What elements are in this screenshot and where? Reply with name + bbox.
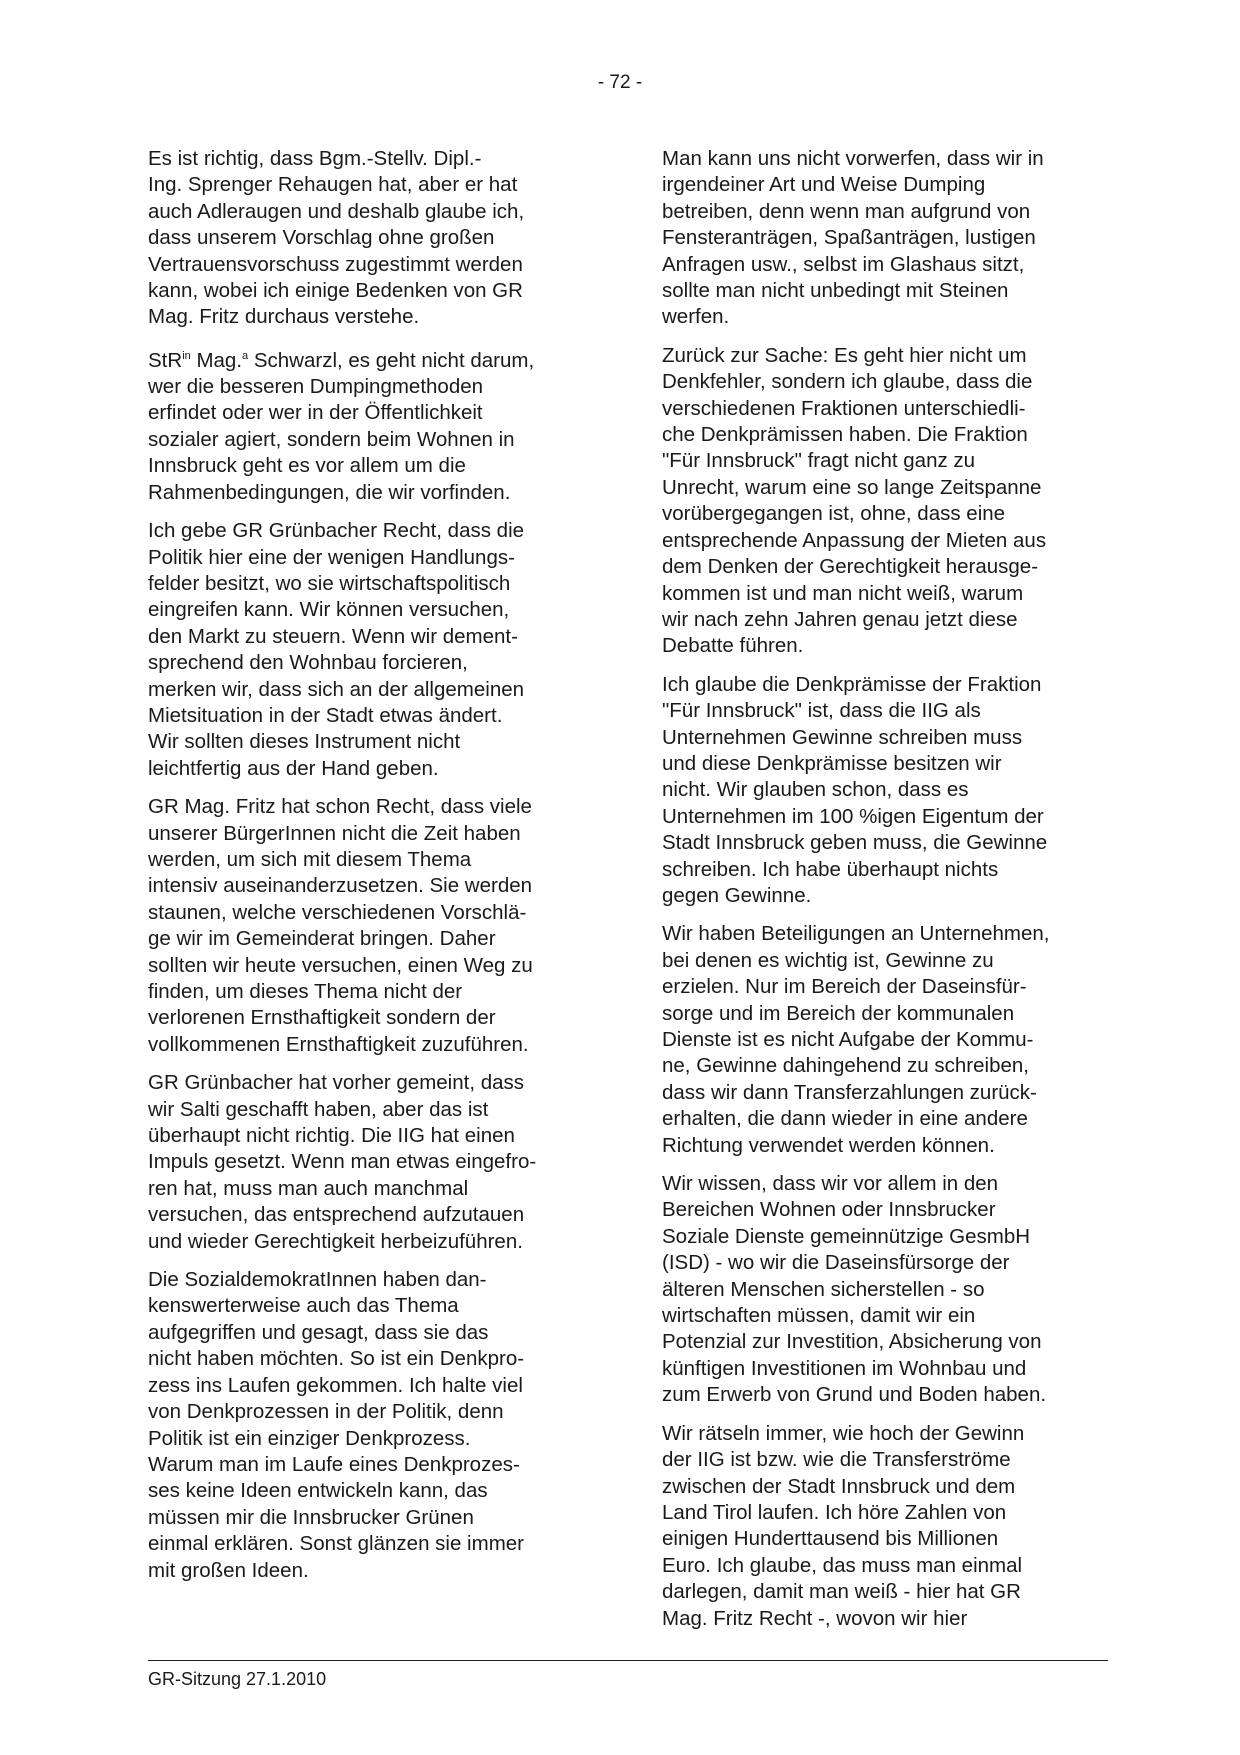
title-mag: Mag. — [190, 348, 243, 372]
paragraph — [148, 343, 588, 506]
paragraph: Wir wissen, dass wir vor allem in den Bereichen Wohnen oder Innsbrucker Soziale Dienste gemeinnützige GesmbH (ISD) - wo wir die Daseinsfürsorge der älteren Menschen sicherstellen - so wirtschaften müssen, damit wir ein Potenzial zur Investition, Absicherung von künftigen Investitionen im Wohnbau und zum Erwerb von Grund und Boden haben. — [662, 1172, 1047, 1407]
superscript: a — [242, 349, 249, 362]
footer-text: GR-Sitzung 27.1.2010 — [148, 1669, 327, 1689]
paragraph-text: Schwarzl, es geht nicht darum, wer die besseren Dumpingmethoden erfindet oder wer in der Öffentlichkeit sozialer agiert, sondern beim Wohnen in Innsbruck geht es vor allem um die Rahmenbedingungen, die wir vorfinden. — [148, 348, 535, 504]
paragraph: Wir haben Beteiligungen an Unternehmen, bei denen es wichtig ist, Gewinne zu erzielen. Nur im Bereich der Daseinsfür- sorge und im Bereich der kommunalen Dienste ist es nicht Aufgabe der Kommu- ne, Gewinne dahingehend zu schreiben, dass wir dann Transferzahlungen zurück- erhalten, die dann wieder in eine andere Richtung verwendet werden können. — [662, 922, 1050, 1157]
title-prefix: StR — [148, 348, 183, 372]
paragraph: Wir rätseln immer, wie hoch der Gewinn der IIG ist bzw. wie die Transferströme zwischen der Stadt Innsbruck und dem Land Tirol laufen. Ich höre Zahlen von einigen Hunderttausend bis Millionen Euro. Ich glaube, das muss man einmal darlegen, damit man weiß - hier hat GR Mag. Fritz Recht -, wovon wir hier — [662, 1421, 1025, 1630]
paragraph: Es ist richtig, dass Bgm.-Stellv. Dipl.- Ing. Sprenger Rehaugen hat, aber er hat auch Adleraugen und deshalb glaube ich, dass unserem Vorschlag ohne großen Vertrauensvorschuss zugestimmt werden kann, wobei ich einige Bedenken von GR Mag. Fritz durchaus verstehe. — [148, 147, 525, 329]
paragraph: Die SozialdemokratInnen haben dan- kenswerterweise auch das Thema aufgegriffen und gesagt, dass sie das nicht haben möchten. So ist ein Denkpro- zess ins Laufen gekommen. Ich halte viel von Denkprozessen in der Politik, denn Politik ist ein einziger Denkprozess. Warum man im Laufe eines Denkprozes- ses keine Ideen entwickeln kann, das müssen mir die Innsbrucker Grünen einmal erklären. Sonst glänzen sie immer mit großen Ideen. — [148, 1268, 525, 1582]
right-column — [662, 146, 1110, 1644]
left-column — [148, 146, 588, 1596]
superscript: in — [182, 349, 191, 362]
paragraph: Ich gebe GR Grünbacher Recht, dass die Politik hier eine der wenigen Handlungs- felder besitzt, wo sie wirtschaftspolitisch eingreifen kann. Wir können versuchen, den Markt zu steuern. Wenn wir dement- sprechend den Wohnbau forcieren, merken wir, dass sich an der allgemeinen Mietsituation in der Stadt etwas ändert. Wir sollten dieses Instrument nicht leichtfertig aus der Hand geben. — [148, 519, 525, 780]
footer-divider — [148, 1660, 1108, 1661]
paragraph: GR Grünbacher hat vorher gemeint, dass wir Salti geschafft haben, aber das ist überhaupt nicht richtig. Die IIG hat einen Impuls gesetzt. Wenn man etwas eingefro- ren hat, muss man auch manchmal versuchen, das entsprechend aufzutauen und wieder Gerechtigkeit herbeizuführen. — [148, 1071, 537, 1253]
paragraph: Man kann uns nicht vorwerfen, dass wir in irgendeiner Art und Weise Dumping betreiben, denn wenn man aufgrund von Fensteranträgen, Spaßanträgen, lustigen Anfragen usw., selbst im Glashaus sitzt, sollte man nicht unbedingt mit Steinen werfen. — [662, 147, 1044, 329]
paragraph: Zurück zur Sache: Es geht hier nicht um Denkfehler, sondern ich glaube, dass die verschiedenen Fraktionen unterschiedli- che Denkprämissen haben. Die Fraktion "Für Innsbruck" fragt nicht ganz zu Unrecht, warum eine so lange Zeitspanne vorübergegangen ist, ohne, dass eine entsprechende Anpassung der Mieten aus dem Denken der Gerechtigkeit herausge- kommen ist und man nicht weiß, warum wir nach zehn Jahren genau jetzt diese Debatte führen. — [662, 343, 1047, 658]
page-number: - 72 - — [597, 72, 643, 93]
paragraph: GR Mag. Fritz hat schon Recht, dass viele unserer BürgerInnen nicht die Zeit haben werden, um sich mit diesem Thema intensiv auseinanderzusetzen. Sie werden staunen, welche verschiedenen Vorschlä- ge wir im Gemeinderat bringen. Daher sollten wir heute versuchen, einen Weg zu finden, um dieses Thema nicht der verlorenen Ernsthaftigkeit sondern der vollkommenen Ernsthaftigkeit zuzuführen. — [148, 795, 533, 1056]
paragraph: Ich glaube die Denkprämisse der Fraktion "Für Innsbruck" ist, dass die IIG als Unternehmen Gewinne schreiben muss und diese Denkprämisse besitzen wir nicht. Wir glauben schon, dass es Unternehmen im 100 %igen Eigentum der Stadt Innsbruck geben muss, die Gewinne schreiben. Ich habe überhaupt nichts gegen Gewinne. — [662, 672, 1048, 907]
